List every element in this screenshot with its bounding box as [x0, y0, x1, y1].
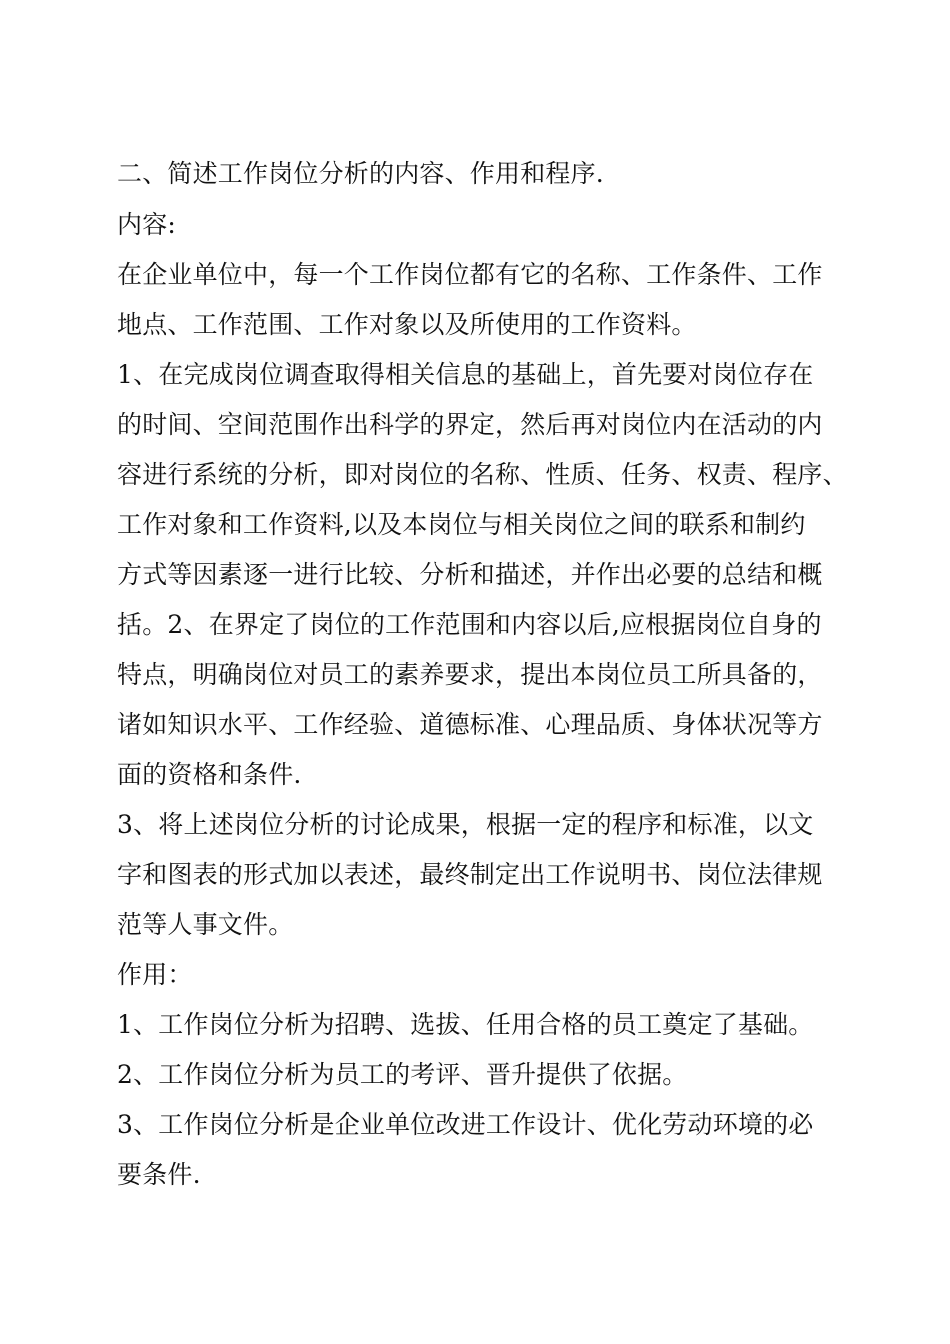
text-line: 1、在完成岗位调查取得相关信息的基础上，首先要对岗位存在 [117, 360, 814, 389]
text-line: 特点，明确岗位对员工的素养要求，提出本岗位员工所具备的， [117, 660, 823, 689]
text-line: 字和图表的形式加以表述，最终制定出工作说明书、岗位法律规 [117, 860, 823, 889]
text-line: 3、工作岗位分析是企业单位改进工作设计、优化劳动环境的必 [117, 1110, 814, 1139]
section-heading: 二、简述工作岗位分析的内容、作用和程序. [117, 159, 604, 188]
text-line: 范等人事文件。 [117, 910, 294, 939]
text-line: 在企业单位中，每一个工作岗位都有它的名称、工作条件、工作 [117, 260, 823, 289]
text-line: 1、工作岗位分析为招聘、选拔、任用合格的员工奠定了基础。 [117, 1010, 814, 1039]
content-subheading: 内容: [117, 210, 177, 239]
text-line: 容进行系统的分析，即对岗位的名称、性质、任务、权责、程序、 [117, 460, 848, 489]
text-line: 工作对象和工作资料,以及本岗位与相关岗位之间的联系和制约 [117, 510, 806, 539]
text-line: 括。2、在界定了岗位的工作范围和内容以后,应根据岗位自身的 [117, 610, 822, 639]
text-line: 要条件. [117, 1160, 201, 1189]
text-line: 方式等因素逐一进行比较、分析和描述，并作出必要的总结和概 [117, 560, 823, 589]
text-line: 诸如知识水平、工作经验、道德标准、心理品质、身体状况等方 [117, 710, 823, 739]
function-subheading: 作用： [117, 960, 193, 989]
text-line: 3、将上述岗位分析的讨论成果，根据一定的程序和标准，以文 [117, 810, 814, 839]
text-line: 面的资格和条件. [117, 760, 302, 789]
text-line: 的时间、空间范围作出科学的界定，然后再对岗位内在活动的内 [117, 410, 823, 439]
text-line: 地点、工作范围、工作对象以及所使用的工作资料。 [117, 310, 697, 339]
text-line: 2、工作岗位分析为员工的考评、晋升提供了依据。 [117, 1060, 688, 1089]
